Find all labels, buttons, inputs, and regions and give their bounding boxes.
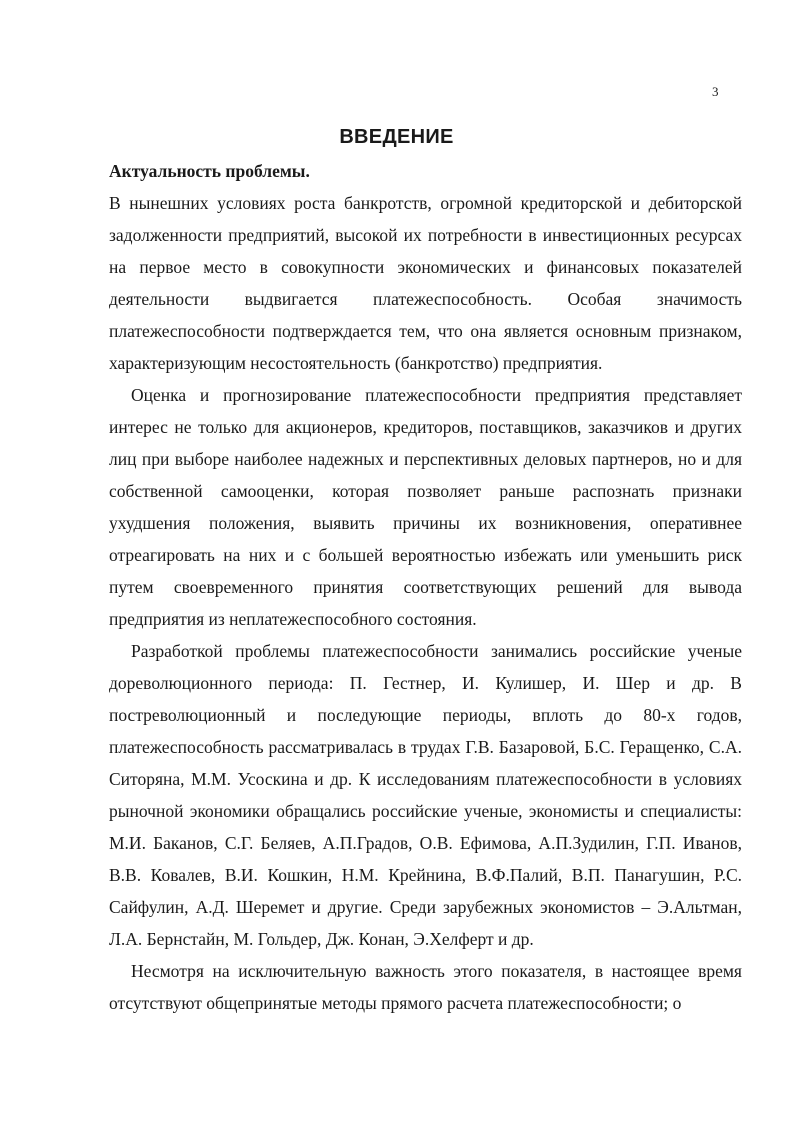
section-subheading: Актуальность проблемы. [109, 161, 310, 181]
paragraph-2: Оценка и прогнозирование платежеспособности предприятия представляет интерес не только для акционеров, кредиторов, поставщиков, заказчиков и других лиц при выборе наиболее надежных и перспективных деловых партнеров, но и для собственной самооценки, которая позволяет раньше распознать признаки ухудшения положения, выявить причины их возникновения, оперативнее отреагировать на них и с большей вероятностью избежать или уменьшить риск путем своевременного принятия соответствующих решений для вывода предприятия из неплатежеспособного состояния. [109, 385, 742, 629]
paragraph-4: Несмотря на исключительную важность этого показателя, в настоящее время отсутствуют общепринятые методы прямого расчета платежеспособности; о [109, 961, 742, 1013]
document-body [109, 155, 742, 1019]
paragraph-3: Разработкой проблемы платежеспособности занимались российские ученые дореволюционного периода: П. Гестнер, И. Кулишер, И. Шер и др. В постреволюционный и последующие периоды, вплоть до 80-х годов, платежеспособность рассматривалась в трудах Г.В. Базаровой, Б.С. Геращенко, С.А. Ситоряна, М.М. Усоскина и др. К исследованиям платежеспособности в условиях рыночной экономики обращались российские ученые, экономисты и специалисты: М.И. Баканов, С.Г. Беляев, А.П.Градов, О.В. Ефимова, А.П.Зудилин, Г.П. Иванов, В.В. Ковалев, В.И. Кошкин, Н.М. Крейнина, В.Ф.Палий, В.П. Панагушин, Р.С. Сайфулин, А.Д. Шеремет и другие. Среди зарубежных экономистов – Э.Альтман, Л.А. Бернстайн, М. Гольдер, Дж. Конан, Э.Хелферт и др. [109, 641, 742, 949]
paragraph-1: В нынешних условиях роста банкротств, огромной кредиторской и дебиторской задолженности предприятий, высокой их потребности в инвестиционных ресурсах на первое место в совокупности экономических и финансовых показателей деятельности выдвигается платежеспособность. Особая значимость платежеспособности подтверждается тем, что она является основным признаком, характеризующим несостоятельность (банкротство) предприятия. [109, 193, 742, 373]
page-title: ВВЕДЕНИЕ [339, 126, 454, 148]
page-number: 3 [712, 84, 719, 99]
